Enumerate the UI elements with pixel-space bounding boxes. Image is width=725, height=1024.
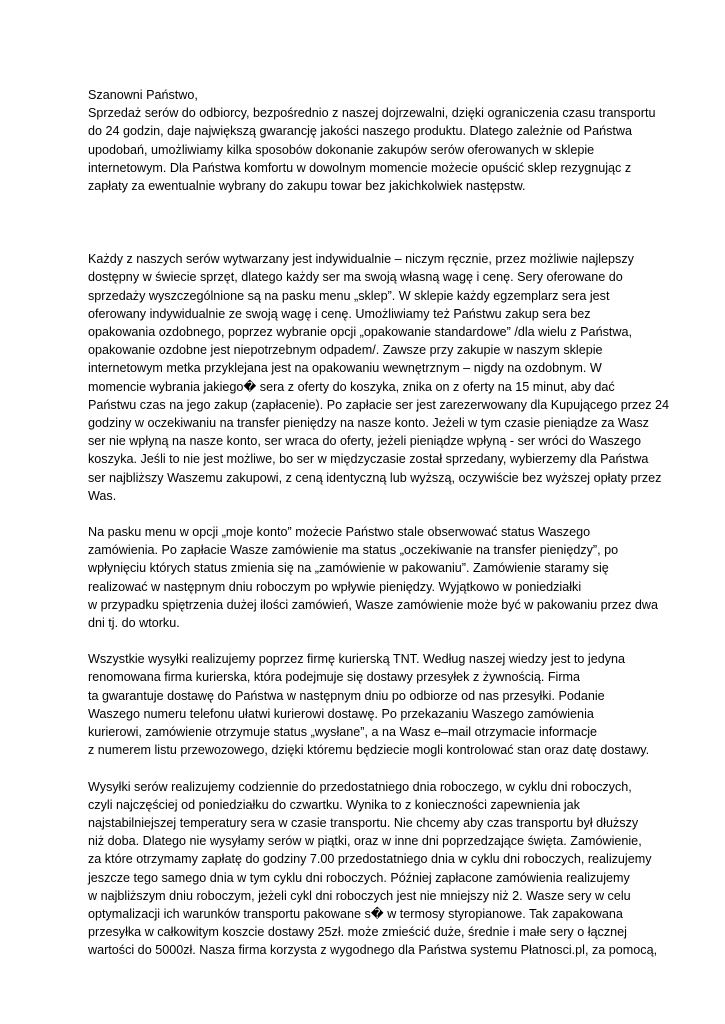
text-line: niż doba. Dlatego nie wysyłamy serów w piątki, oraz w inne dni poprzedzające święta. Zamówienie, [88, 834, 642, 849]
text-line: godziny w oczekiwaniu na transfer pieniędzy na nasze konto. Jeżeli w tym czasie pieniądze za Wasz [88, 416, 649, 431]
text-line: jeszcze tego samego dnia w tym cyklu dni roboczych. Później zapłacone zamówienia realizujemy [88, 870, 630, 885]
text-line: w najbliższym dniu roboczym, jeżeli cykl dni roboczych jest nie mniejszy niż 2. Wasze sery w celu [88, 888, 631, 903]
text-line: Państwu czas na jego zakup (zapłacenie). Po zapłacie ser jest zarezerwowany dla Kupującego przez 24 [88, 397, 670, 412]
text-line: do 24 godzin, daje największą gwarancję jakości naszego produktu. Dlatego zależnie od Państwa [88, 124, 632, 139]
text-line: sprzedaży wyszczególnione są na pasku menu „sklep”. W sklepie każdy egzemplarz sera jest [88, 288, 610, 303]
paragraph-intro [88, 86, 656, 195]
paragraph-courier [88, 650, 650, 759]
text-line: Na pasku menu w opcji „moje konto” możecie Państwo stale obserwować status Waszego [88, 525, 591, 540]
text-line: internetowym. Dla Państwa komfortu w dowolnym momencie możecie opuścić sklep rezygnując z [88, 160, 632, 175]
text-line: wpłynięciu których status zmienia się na „zamówienie w pakowaniu”. Zamówienie staramy się [88, 561, 609, 576]
paragraph-account [88, 523, 659, 632]
text-line: koszyka. Jeśli to nie jest możliwe, bo ser w międzyczasie został sprzedany, wybierzemy dla Państwa [88, 452, 649, 467]
text-line: ser najbliższy Waszemu zakupowi, z ceną identyczną lub wyższą, oczywiście bez wyższej opłaty przez [88, 470, 662, 485]
text-line: zapłaty za ewentualnie wybrany do zakupu towar bez jakichkolwiek następstw. [88, 179, 526, 194]
text-line: dni tj. do wtorku. [88, 616, 180, 631]
text-line: Szanowni Państwo, [88, 88, 198, 102]
text-line: realizować w następnym dniu roboczym po wpływie pieniędzy. Wyjątkowo w poniedziałki [88, 579, 582, 594]
text-line: renomowana firma kurierska, która podejmuje się dostawy przesyłek z żywnością. Firma [88, 670, 581, 685]
text-line: ta gwarantuje dostawę do Państwa w następnym dniu po odbiorze od nas przesyłki. Podanie [88, 688, 605, 703]
text-line: Wszystkie wysyłki realizujemy poprzez firmę kurierską TNT. Według naszej wiedzy jest to jedyna [88, 652, 626, 667]
paragraph-spacer [88, 505, 650, 523]
text-line: za które otrzymamy zapłatę do godziny 7.00 przedostatniego dnia w cyklu dni roboczych, realizujemy [88, 852, 652, 867]
text-line: najstabilniejszej temperatury sera w czasie transportu. Nie chcemy aby czas transportu był dłuższy [88, 815, 639, 830]
text-line: zamówienia. Po zapłacie Wasze zamówienie ma status „oczekiwanie na transfer pieniędzy”, po [88, 543, 619, 558]
text-line: momencie wybrania jakiego� sera z oferty do koszyka, znika on z oferty na 15 minut, aby dać [88, 379, 615, 394]
text-line: w przypadku spiętrzenia dużej ilości zamówień, Wasze zamówienie może być w pakowaniu przez dwa [88, 597, 659, 612]
text-line: Waszego numeru telefonu ułatwi kurierowi dostawę. Po przekazaniu Waszego zamówienia [88, 706, 594, 721]
text-line: kurierowi, zamówienie otrzymuje status „wysłane”, a na Wasz e–mail otrzymacie informacje [88, 725, 598, 740]
text-line: wartości do 5000zł. Nasza firma korzysta z wygodnego dla Państwa systemu Płatnosci.pl, za pomocą, [88, 943, 658, 958]
text-line: optymalizacji ich warunków transportu pakowane s� w termosy styropianowe. Tak zapakowana [88, 906, 623, 921]
text-line: Was. [88, 488, 117, 503]
document-body [88, 86, 670, 960]
text-line: Wysyłki serów realizujemy codziennie do przedostatniego dnia roboczego, w cyklu dni roboczych, [88, 779, 632, 794]
text-line: upodobań, umożliwiamy kilka sposobów dokonanie zakupów serów oferowanych w sklepie [88, 142, 595, 157]
paragraph-spacer [88, 632, 650, 650]
text-line: z numerem listu przewozowego, dzięki któremu będziecie mogli kontrolować stan oraz datę dostawy. [88, 743, 650, 758]
text-line: przesyłka w całkowitym koszcie dostawy 25zł. może zmieścić duże, średnie i małe sery o łącznej [88, 925, 627, 940]
text-line: czyli najczęściej od poniedziałku do czwartku. Wynika to z konieczności zapewnienia jak [88, 797, 580, 812]
text-line: opakowania ozdobnego, poprzez wybranie opcji „opakowanie standardowe” /dla wielu z Państwa, [88, 325, 632, 340]
text-line: opakowanie ozdobne jest niepotrzebnym odpadem/. Zawsze przy zakupie w naszym sklepie [88, 343, 603, 358]
paragraph-individual [88, 250, 670, 505]
text-line: oferowany indywidualnie ze swoją wagę i cenę. Umożliwiamy też Państwu zakup sera bez [88, 306, 591, 321]
paragraph-spacer [88, 195, 650, 250]
text-line: ser nie wpłyną na nasze konto, ser wraca do oferty, jeżeli pieniądze wpłyną - ser wróci do Waszego [88, 434, 641, 449]
paragraph-spacer [88, 760, 650, 778]
text-line: internetowym metka przyklejana jest na opakowaniu wewnętrznym – nigdy na ozdobnym. W [88, 361, 602, 376]
text-line: Każdy z naszych serów wytwarzany jest indywidualnie – niczym ręcznie, przez możliwie najlepszy [88, 252, 634, 267]
text-line: dostępny w świecie sprzęt, dlatego każdy ser ma swoją własną wagę i cenę. Sery oferowane do [88, 270, 623, 285]
paragraph-shipping [88, 778, 658, 960]
text-line: Sprzedaż serów do odbiorcy, bezpośrednio z naszej dojrzewalni, dzięki ograniczenia czasu transportu [88, 106, 656, 121]
